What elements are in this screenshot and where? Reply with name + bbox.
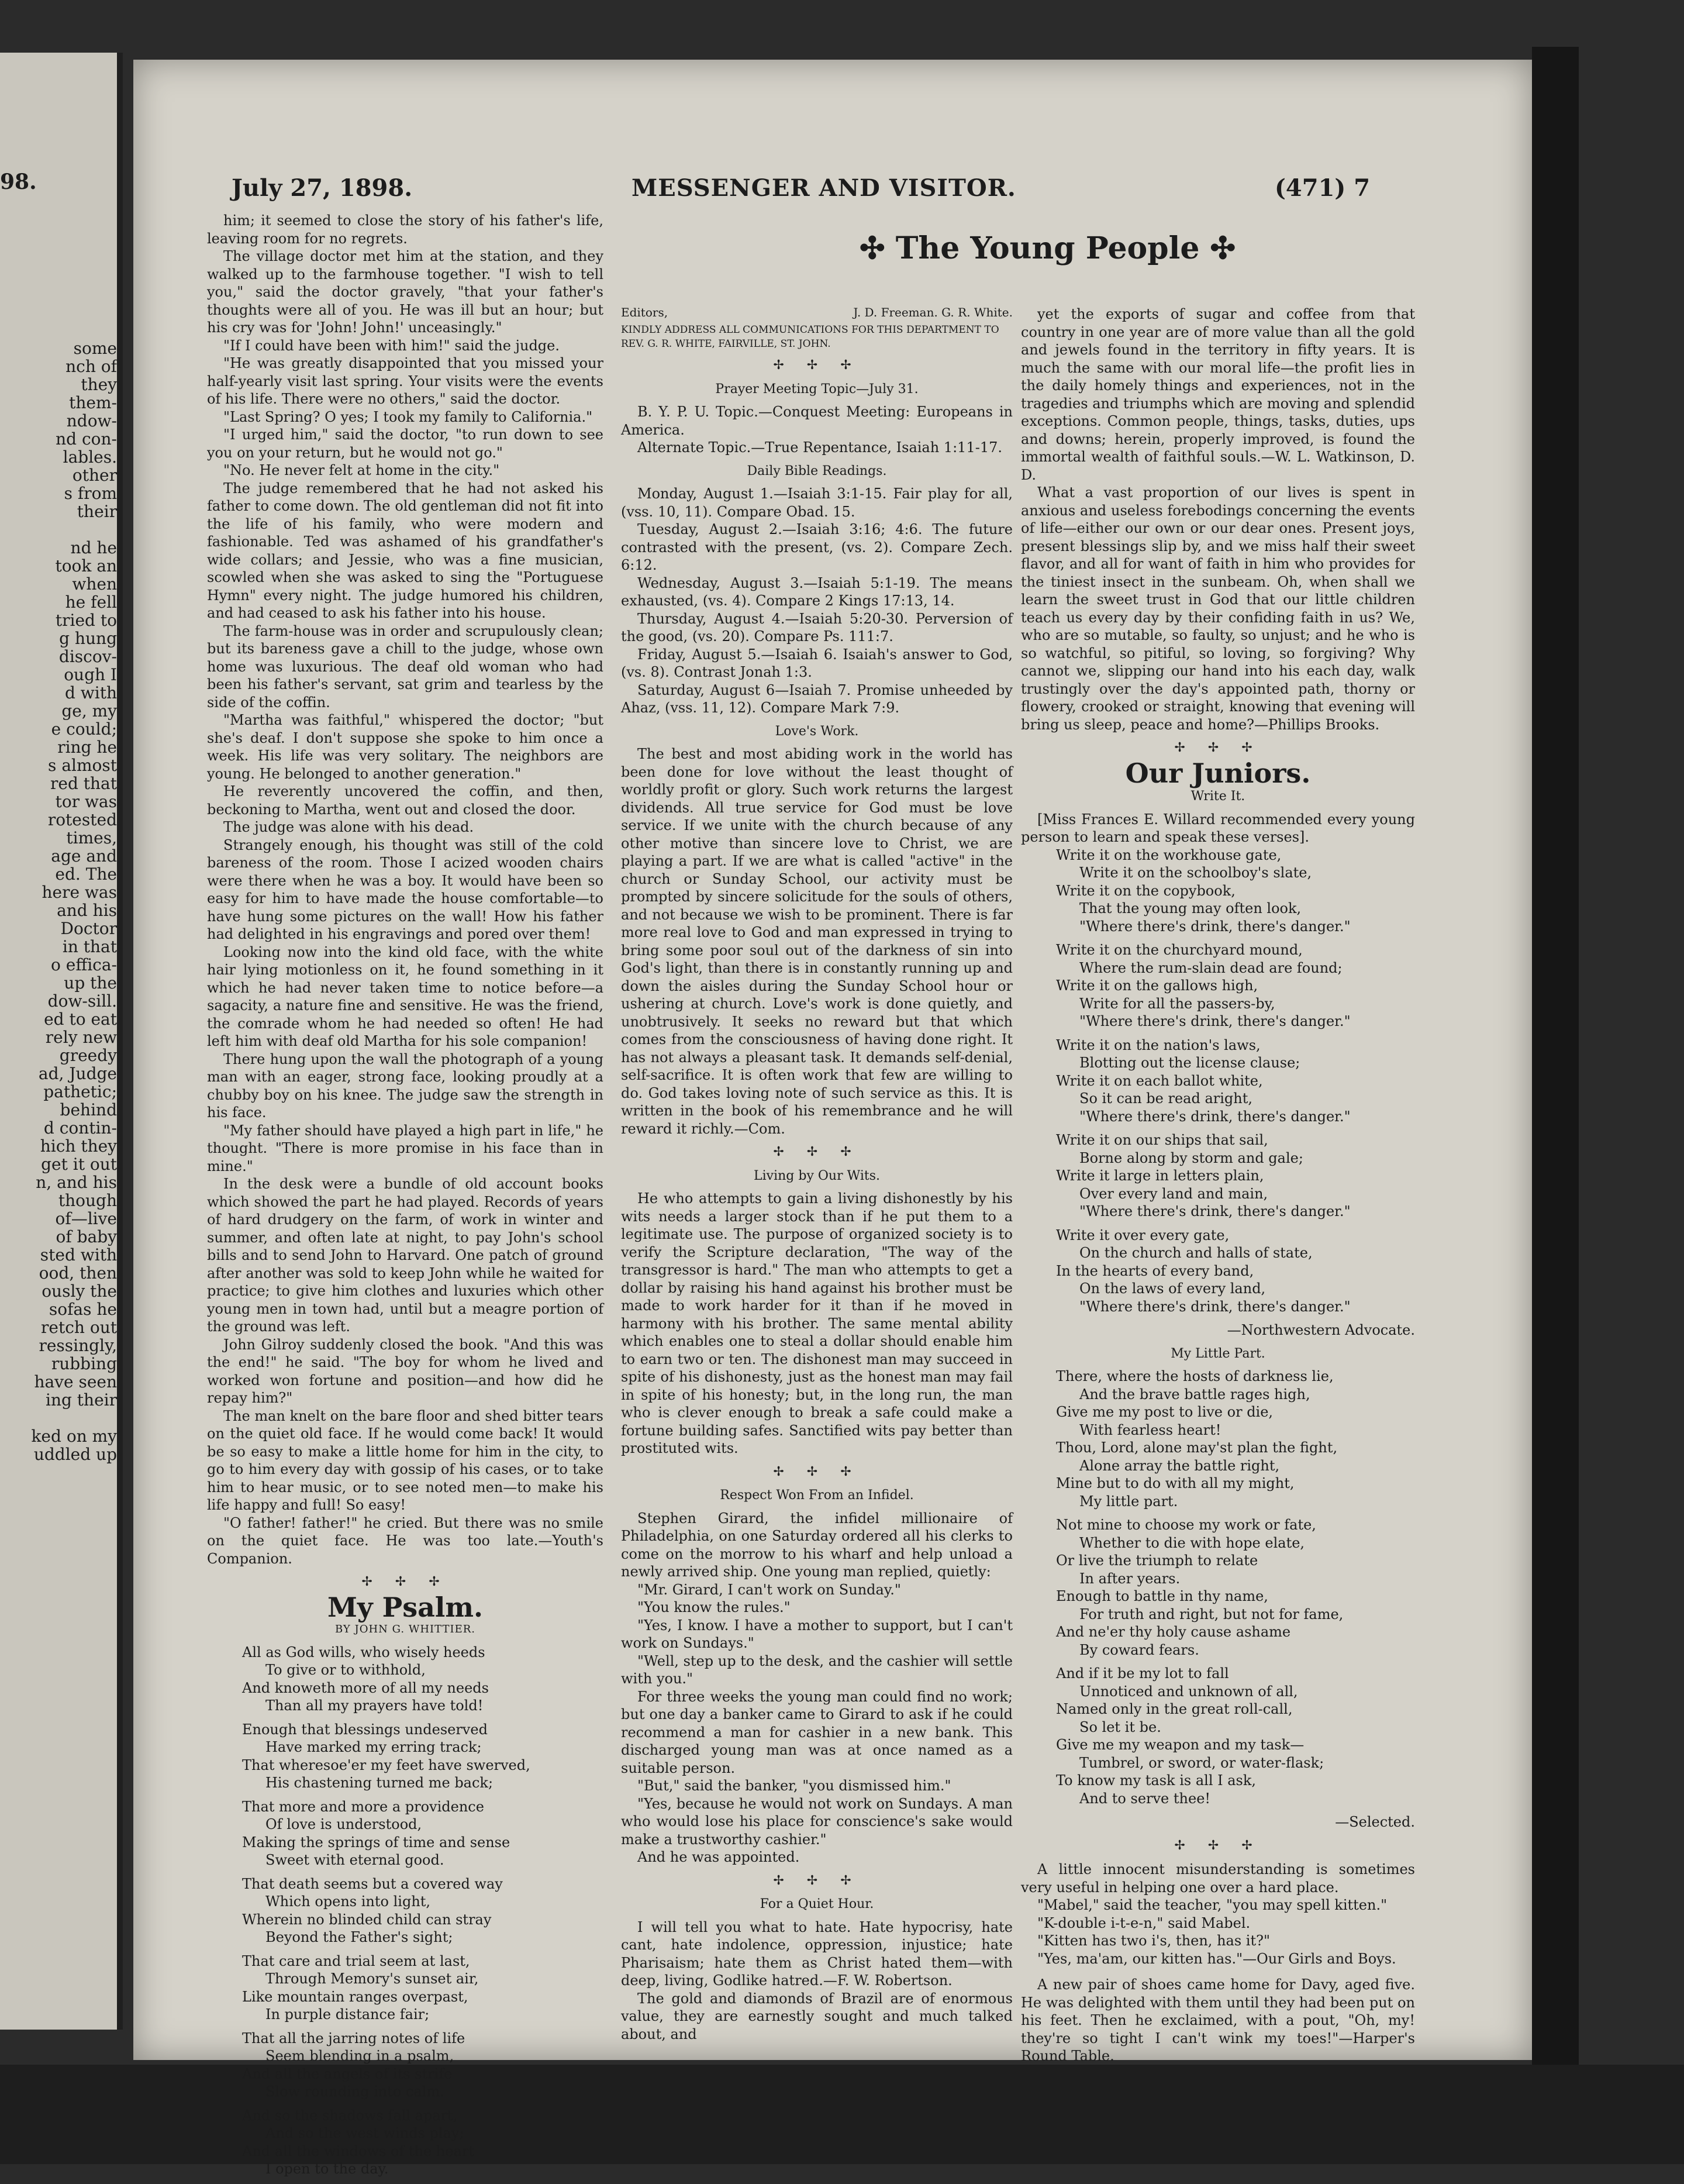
psalm-line: Like mountain ranges overpast, — [242, 1988, 468, 2005]
write-it-title: Write It. — [1190, 789, 1245, 804]
infidel-story — [621, 1510, 1013, 1866]
little-part-line: Give me my weapon and my task— — [1056, 1737, 1305, 1753]
story-paragraph: The judge remembered that he had not asked his father to come down. The old gentleman did not fit into the life of his family, who were modern and fashionable. Ted was ashamed of his grandfather's wide collars; and Jessie, who was a fine musician, scowled when she was asked to sing the "Portuguese Hymn" every night. The judge humored his children, and had ceased to ask his father into his house. — [207, 480, 603, 621]
little-part-line: Not mine to choose my work or fate, — [1056, 1517, 1316, 1533]
ornament: ✢ ✢ ✢ — [773, 1145, 861, 1159]
write-it-line: Borne along by storm and gale; — [1079, 1149, 1303, 1166]
little-part-line: Alone array the battle right, — [1079, 1457, 1280, 1474]
psalm-author: BY JOHN G. WHITTIER. — [334, 1623, 476, 1635]
bible-reading: Thursday, August 4.—Isaiah 5:20-30. Perversion of the good, (vs. 20). Compare Ps. 111:7. — [621, 610, 1013, 645]
little-part-line: And if it be my lot to fall — [1056, 1665, 1229, 1682]
write-it-line: So it can be read aright, — [1079, 1090, 1253, 1107]
write-it-stanza — [1056, 941, 1415, 1031]
wits-title: Living by Our Wits. — [754, 1168, 880, 1183]
psalm-line: Seem blending in a psalm, — [265, 2048, 454, 2064]
write-it-line: "Where there's drink, there's danger." — [1079, 1298, 1351, 1315]
psalm-line: That more and more a providence — [242, 1798, 484, 1815]
story-paragraph: He reverently uncovered the coffin, and then, beckoning to Martha, went out and closed the door. — [207, 783, 603, 818]
write-it-line: On the laws of every land, — [1079, 1280, 1266, 1297]
story-paragraph: "Martha was faithful," whispered the doctor; "but she's deaf. I don't suppose she spoke to him once a week. His life was very solitary. The neighbors are young. He belonged to another generation." — [207, 712, 603, 782]
kitten-paragraph: "K-double i-t-e-n," said Mabel. — [1037, 1914, 1251, 1931]
write-it-line: Write it on the workhouse gate, — [1056, 846, 1282, 863]
little-part-line: And the brave battle rages high, — [1079, 1386, 1310, 1403]
psalm-stanza — [242, 1798, 603, 1869]
write-it-line: "Where there's drink, there's danger." — [1079, 1203, 1351, 1220]
write-it-stanza — [1056, 1036, 1415, 1126]
psalm-line: And all the windows of the heart — [242, 2142, 474, 2159]
psalm-line: And so the shadows fall apart, — [242, 2107, 458, 2124]
psalm-line: All as God wills, who wisely heeds — [242, 1644, 485, 1661]
issue-date: July 27, 1898. — [232, 174, 413, 202]
wits-text: He who attempts to gain a living dishonestly by his wits needs a larger stock than if he put them to a legitimate use. The purpose of organized society is to verify the Scripture declaration, "The way of the transgressor is hard." The man who attempts to get a dollar by raising his hand against his brother must be made to work harder for it than if he moved in harmony with his brother. The same mental ability which enables one to steal a dollar should enable him to earn two or ten. The dishonest man may succeed in spite of his dishonesty, just as the honest man may fail in spite of his honesty; but, in the long run, the man who is clever enough to break a safe could make a fortune building safes. Sanctified wits pay better than prostituted wits. — [621, 1190, 1013, 1456]
quiet-hour-paragraph: The gold and diamonds of Brazil are of enormous value, they are earnestly sought and much talked about, and — [621, 1990, 1013, 2042]
infidel-paragraph: Stephen Girard, the infidel millionaire of Philadelphia, on one Saturday ordered all his clerks to come on the morrow to his wharf and help unload a newly arrived ship. One young man replied, quietly: — [621, 1510, 1013, 1580]
psalm-line: Slow rounding into calm. — [265, 2083, 444, 2100]
psalm-stanza — [242, 2030, 603, 2101]
write-it-line: Write it on the churchyard mound, — [1056, 942, 1303, 958]
psalm-line: That wheresoe'er my feet have swerved, — [242, 1756, 530, 1773]
write-it-line: Write it on our ships that sail, — [1056, 1132, 1268, 1148]
bible-reading: Wednesday, August 3.—Isaiah 5:1-19. The means exhausted, (vs. 4). Compare 2 Kings 17:13, 14. — [621, 574, 1013, 609]
psalm-line: Which opens into light, — [265, 1893, 431, 1910]
prayer-topic-title: Prayer Meeting Topic—July 31. — [715, 381, 919, 397]
kitten-paragraph: A little innocent misunderstanding is sometimes very useful in helping one over a hard place. — [1021, 1861, 1415, 1896]
little-part-line: And to serve thee! — [1079, 1790, 1211, 1807]
little-part-line: Unnoticed and unknown of all, — [1079, 1683, 1298, 1700]
little-part-stanza — [1056, 1665, 1415, 1807]
infidel-title: Respect Won From an Infidel. — [720, 1488, 914, 1503]
psalm-line: To give or to withhold, — [265, 1662, 426, 1678]
bible-readings — [621, 485, 1013, 717]
infidel-paragraph: "Yes, because he would not work on Sundays. A man who would lose his place for conscience's sake would make a trustworthy cashier." — [621, 1795, 1013, 1848]
psalm-line: That death seems but a covered way — [242, 1875, 503, 1892]
write-it-line: Where the rum-slain dead are found; — [1079, 959, 1343, 976]
page-number: (471) 7 — [1275, 174, 1371, 202]
story-paragraph: "He was greatly disappointed that you missed your half-yearly visit last spring. Your visits were the events of his life. There were no others," said the doctor. — [207, 355, 603, 407]
masthead-title: MESSENGER AND VISITOR. — [632, 174, 1016, 202]
psalm-line: Of love is understood, — [265, 1816, 422, 1832]
kitten-anecdote — [1021, 1861, 1415, 1968]
psalm-line: And knoweth more of all my needs — [242, 1679, 489, 1696]
psalm-stanza — [242, 2107, 603, 2178]
write-it-line: Write it on the schoolboy's slate, — [1079, 864, 1312, 881]
previous-page-edge — [0, 53, 123, 2030]
bible-readings-title: Daily Bible Readings. — [747, 463, 887, 478]
little-part-line: For truth and right, but not for fame, — [1079, 1606, 1344, 1623]
little-part-line: Thou, Lord, alone may'st plan the fight, — [1056, 1439, 1338, 1456]
story-paragraph: "O father! father!" he cried. But there was no smile on the quiet face. He was too late.—Youth's Companion. — [207, 1514, 603, 1567]
little-part-line: My little part. — [1079, 1493, 1178, 1510]
bible-reading: Monday, August 1.—Isaiah 3:1-15. Fair play for all, (vss. 10, 11). Compare Obad. 15. — [621, 485, 1013, 520]
psalm-line: Wherein no blinded child can stray — [242, 1911, 492, 1928]
psalm-line: Sweet with eternal good. — [265, 1852, 444, 1868]
prayer-topic-line: B. Y. P. U. Topic.—Conquest Meeting: Europeans in America. — [621, 404, 1013, 438]
infidel-paragraph: "You know the rules." — [637, 1599, 791, 1615]
story-paragraph: In the desk were a bundle of old account books which showed the part he had played. Records of years of hard drudgery on the farm, of work in winter and summer, and often late at night, to pay John's school bills and to send John to Harvard. One patch of ground after another was sold to keep John while he waited for practice; to give him clothes and luxuries which other young men in town had, until but a meagre portion of the ground was left. — [207, 1176, 603, 1335]
psalm-title: My Psalm. — [327, 1591, 484, 1623]
juniors-title: Our Juniors. — [1125, 757, 1311, 789]
little-part-line: Enough to battle in thy name, — [1056, 1588, 1268, 1604]
write-it-line: Write it on the copybook, — [1056, 882, 1236, 899]
kitten-paragraph: "Yes, ma'am, our kitten has."—Our Girls and Boys. — [1037, 1950, 1396, 1967]
psalm-stanza — [242, 1721, 603, 1792]
loves-work-text: The best and most abiding work in the world has been done for love without the least thought of worldly profit or glory. Such work returns the largest dividends. All true service for God must be love service. If we unite with the church because of any other motive than sincere love to Christ, we are playing a part. If we are what is called "active" in the church or Sunday School, our activity must be prompted by sincere solicitude for the souls of others, and not because we wish to be prominent. There is far more real love to God and man expressed in trying to bring some poor soul out of the darkness of sin into God's light, than there is in constantly running up and down the aisles during the Sunday School hour or ushering at church. Love's work is done quietly, and unobtrusively. It seeks no reward but that which comes from the consciousness of having done right. It has not always a pleasant task. It demands self-denial, self-sacrifice. It is often work that few are willing to do. God takes loving note of such service as this. It is written in the book of his remembrance and he will reward it richly.—Com. — [621, 746, 1013, 1137]
write-it-line: "Where there's drink, there's danger." — [1079, 918, 1351, 935]
prayer-topic-lines — [621, 403, 1013, 457]
write-it-intro: [Miss Frances E. Willard recommended every young person to learn and speak these verses]. — [1021, 811, 1415, 845]
story-paragraph: Looking now into the kind old face, with the white hair lying motionless on it, he found something in it which he had never taken time to notice before—a sagacity, a nature fine and sensitive. He was the friend, the comrade whom he had needed so often! He had left him with deaf old Martha for his sole companion! — [207, 943, 603, 1049]
editors-block — [621, 305, 1013, 351]
story-paragraph: John Gilroy suddenly closed the book. "And this was the end!" he said. "The boy for whom he lived and worked won fortune and position—and how did he repay him?" — [207, 1336, 603, 1406]
psalm-line: His chastening turned me back; — [265, 1775, 494, 1791]
ornament: ✢ ✢ ✢ — [773, 1464, 861, 1479]
little-part-line: Tumbrel, or sword, or water-flask; — [1079, 1754, 1324, 1771]
ornament: ✢ ✢ ✢ — [773, 358, 861, 373]
ornament: ✢ ✢ ✢ — [1174, 740, 1262, 755]
infidel-paragraph: For three weeks the young man could find no work; but one day a banker came to Girard to ask if he could recommend a man for cashier in a new bank. This discharged young man was at once named as a suitable person. — [621, 1688, 1013, 1776]
loves-work-title: Love's Work. — [775, 724, 859, 739]
intro-paragraph: What a vast proportion of our lives is spent in anxious and useless forebodings concerning the events of life—either our own or our dear ones. Present joys, present blessings slip by, and we miss half their sweet flavor, and all for want of faith in him who provides for the tiniest insect in the sunbeam. Oh, when shall we learn the sweet trust in God that our little children teach us every day by their confiding faith in us? We, who are so mutable, so faulty, so unjust; and he who is so watchful, so pitiful, so loving, so forgiving? Why cannot we, slipping our hand into his each day, walk trustingly over the day's appointed path, thorny or flowery, crooked or straight, knowing that evening will bring us sleep, peace and home?—Phillips Brooks. — [1021, 484, 1415, 733]
prayer-topic-line: Alternate Topic.—True Repentance, Isaiah 1:11-17. — [637, 439, 1002, 456]
little-part-line: To know my task is all I ask, — [1056, 1772, 1257, 1789]
psalm-line: That care and trial seem at last, — [242, 1952, 470, 1969]
psalm-line: Beyond the Father's sight; — [265, 1929, 453, 1945]
write-it-line: Write it on each ballot white, — [1056, 1072, 1263, 1089]
editors-label: Editors, — [621, 305, 668, 319]
column-two — [621, 305, 1013, 2043]
story-paragraph: "If I could have been with him!" said the judge. — [223, 337, 560, 354]
psalm-stanza — [242, 1952, 603, 2024]
infidel-paragraph: "Well, step up to the desk, and the cashier will settle with you." — [621, 1652, 1013, 1687]
infidel-paragraph: "Yes, I know. I have a mother to support, but I can't work on Sundays." — [621, 1617, 1013, 1651]
write-it-line: On the church and halls of state, — [1079, 1245, 1313, 1261]
intro-paragraph: yet the exports of sugar and coffee from that country in one year are of more value than all the gold and jewels found in the territory in fifty years. It is much the same with our moral life—the profit lies in the daily homely things and experiences, not in the tragedies and triumphs which are moving and splendid exceptions. Common people, things, tasks, duties, ups and downs; herein, properly improved, is found the immortal wealth of faithful souls.—W. L. Watkinson, D. D. — [1021, 306, 1415, 483]
infidel-paragraph: And he was appointed. — [637, 1849, 800, 1865]
write-it-line: Over every land and main, — [1079, 1185, 1268, 1202]
story-paragraph: "I urged him," said the doctor, "to run down to see you on your return, but he would not go." — [207, 426, 603, 461]
bible-reading: Saturday, August 6—Isaiah 7. Promise unheeded by Ahaz, (vss. 11, 12). Compare Mark 7:9. — [621, 681, 1013, 716]
write-it-line: In the hearts of every band, — [1056, 1262, 1254, 1279]
story-text — [207, 212, 603, 1568]
write-it-line: Blotting out the license clause; — [1079, 1055, 1300, 1071]
quiet-hour-text — [621, 1918, 1013, 2044]
quiet-hour-paragraph: I will tell you what to hate. Hate hypocrisy, hate cant, hate indolence, oppression, injustice; hate Pharisaism; hate them as Christ hated them—with deep, living, Godlike hatred.—F. W. Robertson. — [621, 1918, 1013, 1989]
story-paragraph: The man knelt on the bare floor and shed bitter tears on the quiet old face. If he would come back! It would be so easy to make a little home for him in the city, to go to him every day with gossip of his cases, or to take him to hear music, or to see noted men—to make his life happy and full! So easy! — [207, 1407, 603, 1513]
little-part-line: By coward fears. — [1079, 1641, 1199, 1658]
little-part-poem — [1021, 1367, 1415, 1807]
column-three — [1021, 305, 1415, 2065]
psalm-line: I open to the day. — [265, 2161, 389, 2177]
little-part-line: Mine but to do with all my might, — [1056, 1475, 1295, 1491]
little-part-line: Give me my post to live or die, — [1056, 1404, 1274, 1420]
write-it-line: Write for all the passers-by, — [1079, 995, 1275, 1012]
story-paragraph: "My father should have played a high part in life," he thought. "There is more promise in his face than in mine." — [207, 1122, 603, 1174]
story-paragraph: "Last Spring? O yes; I took my family to California." — [223, 408, 593, 425]
bible-reading: Friday, August 5.—Isaiah 6. Isaiah's answer to God, (vs. 8). Contrast Jonah 1:3. — [621, 646, 1013, 680]
psalm-stanza — [242, 1644, 603, 1715]
bible-reading: Tuesday, August 2.—Isaiah 3:16; 4:6. The future contrasted with the present, (vs. 2). Compare Zech. 6:12. — [621, 521, 1013, 573]
write-it-line: That the young may often look, — [1079, 900, 1302, 917]
write-it-line: Write it large in letters plain, — [1056, 1167, 1264, 1184]
write-it-line: Write it on the nation's laws, — [1056, 1036, 1261, 1053]
column-one — [207, 212, 603, 2184]
little-part-stanza — [1056, 1367, 1415, 1510]
story-paragraph: There hung upon the wall the photograph of a young man with an eager, strong face, looking proudly at a chubby boy on his knee. The judge saw the strength in his face. — [207, 1050, 603, 1121]
section-title: ✣ The Young People ✣ — [860, 230, 1236, 266]
ornament: ✢ ✢ ✢ — [361, 1575, 449, 1589]
psalm-line: Through Memory's sunset air, — [265, 1971, 479, 1987]
write-it-stanza — [1056, 1131, 1415, 1221]
psalm-stanza — [242, 1875, 603, 1947]
story-paragraph: The farm-house was in order and scrupulously clean; but its bareness gave a chill to the judge, whose own home was luxurious. The deaf old woman who had been his father's servant, sat grim and tearless by the side of the coffin. — [207, 622, 603, 711]
psalm-line: Making the springs of time and sense — [242, 1834, 510, 1851]
psalm-line: Enough that blessings undeserved — [242, 1721, 488, 1738]
editors-names: J. D. Freeman. G. R. White. — [853, 305, 1013, 319]
story-paragraph: him; it seemed to close the story of his father's life, leaving room for no regrets. — [207, 212, 603, 247]
psalm-line: That all the jarring notes of life — [242, 2030, 465, 2047]
column-three-intro — [1021, 305, 1415, 733]
little-part-line: There, where the hosts of darkness lie, — [1056, 1368, 1334, 1384]
kitten-paragraph: "Kitten has two i's, then, has it?" — [1037, 1932, 1271, 1949]
story-paragraph: The judge was alone with his dead. — [223, 819, 474, 835]
write-it-line: "Where there's drink, there's danger." — [1079, 1108, 1351, 1125]
previous-page-fragments: some nch of they them- ndow- nd con- lables. other s from their nd he took an when he fell tried to g hung discov- ough I d with ge, my e could; ring he s almost red that tor was rotested times, age and ed. The here was and his Doctor in that o effica- up the dow-sill. ed to eat rely new greedy ad, Judge pathetic; behind d contin- hich they get it out n, and his though of—live of baby sted with ood, then ously the sofas he retch out ressingly, rubbing have seen ing their ked on my uddled up — [31, 339, 117, 1464]
write-it-stanza — [1056, 846, 1415, 936]
editors-address: KINDLY ADDRESS ALL COMMUNICATIONS FOR THIS DEPARTMENT TO REV. G. R. WHITE, FAIRVILLE, ST. JOHN. — [621, 324, 999, 350]
psalm-line: Have marked my erring track; — [265, 1739, 482, 1755]
book-binding — [1532, 47, 1579, 2065]
story-paragraph: The village doctor met him at the station, and they walked up to the farmhouse together. "I wish to tell you," said the doctor gravely, "that your father's thoughts were all of you. He was ill but an hour; but his cry was for 'John! John!' unceasingly." — [207, 248, 603, 336]
psalm-line: And all the angels of its strife — [242, 2065, 453, 2082]
write-it-stanza — [1056, 1227, 1415, 1316]
ornament: ✢ ✢ ✢ — [1174, 1838, 1262, 1853]
little-part-line: So let it be. — [1079, 1718, 1161, 1735]
little-part-line: And ne'er thy holy cause ashame — [1056, 1624, 1291, 1640]
write-it-line: "Where there's drink, there's danger." — [1079, 1013, 1351, 1029]
shoes-anecdote: A new pair of shoes came home for Davy, aged five. He was delighted with them until they had been put on his feet. Then he exclaimed, with a pout, "Oh, my! they're so tight I can't wink my toes!"—Harper's Round Table. — [1021, 1976, 1415, 2064]
infidel-paragraph: "Mr. Girard, I can't work on Sunday." — [637, 1581, 901, 1598]
little-part-title: My Little Part. — [1171, 1346, 1265, 1361]
little-part-line: In after years. — [1079, 1570, 1181, 1587]
psalm-line: And so the west winds play; — [265, 2125, 464, 2141]
little-part-source: —Selected. — [1335, 1814, 1415, 1830]
psalm-line: Than all my prayers have told! — [265, 1697, 484, 1714]
little-part-line: With fearless heart! — [1079, 1421, 1221, 1438]
story-paragraph: Strangely enough, his thought was still of the cold bareness of the room. Those I acized wooden chairs were there when he was a boy. It would have been so easy for him to have made the house comfortable—to have hung some pictures on the wall! How his father had delighted in his engravings and pored over them! — [207, 836, 603, 942]
write-it-source: —Northwestern Advocate. — [1227, 1322, 1415, 1338]
story-paragraph: "No. He never felt at home in the city." — [223, 462, 500, 478]
psalm-poem — [207, 1644, 603, 2178]
kitten-paragraph: "Mabel," said the teacher, "you may spell kitten." — [1037, 1897, 1388, 1913]
little-part-line: Named only in the great roll-call, — [1056, 1701, 1293, 1717]
psalm-line: In purple distance fair; — [265, 2006, 430, 2023]
ornament: ✢ ✢ ✢ — [773, 1873, 861, 1888]
write-it-line: Write it on the gallows high, — [1056, 977, 1258, 994]
little-part-line: Whether to die with hope elate, — [1079, 1534, 1305, 1551]
previous-page-number: 98. — [0, 170, 37, 194]
quiet-hour-title: For a Quiet Hour. — [760, 1897, 874, 1911]
little-part-line: Or live the triumph to relate — [1056, 1552, 1258, 1569]
section-title-text: The Young People — [895, 230, 1200, 266]
little-part-stanza — [1056, 1516, 1415, 1659]
write-it-line: Write it over every gate, — [1056, 1227, 1230, 1243]
write-it-poem — [1021, 846, 1415, 1316]
infidel-paragraph: "But," said the banker, "you dismissed him." — [637, 1777, 951, 1794]
